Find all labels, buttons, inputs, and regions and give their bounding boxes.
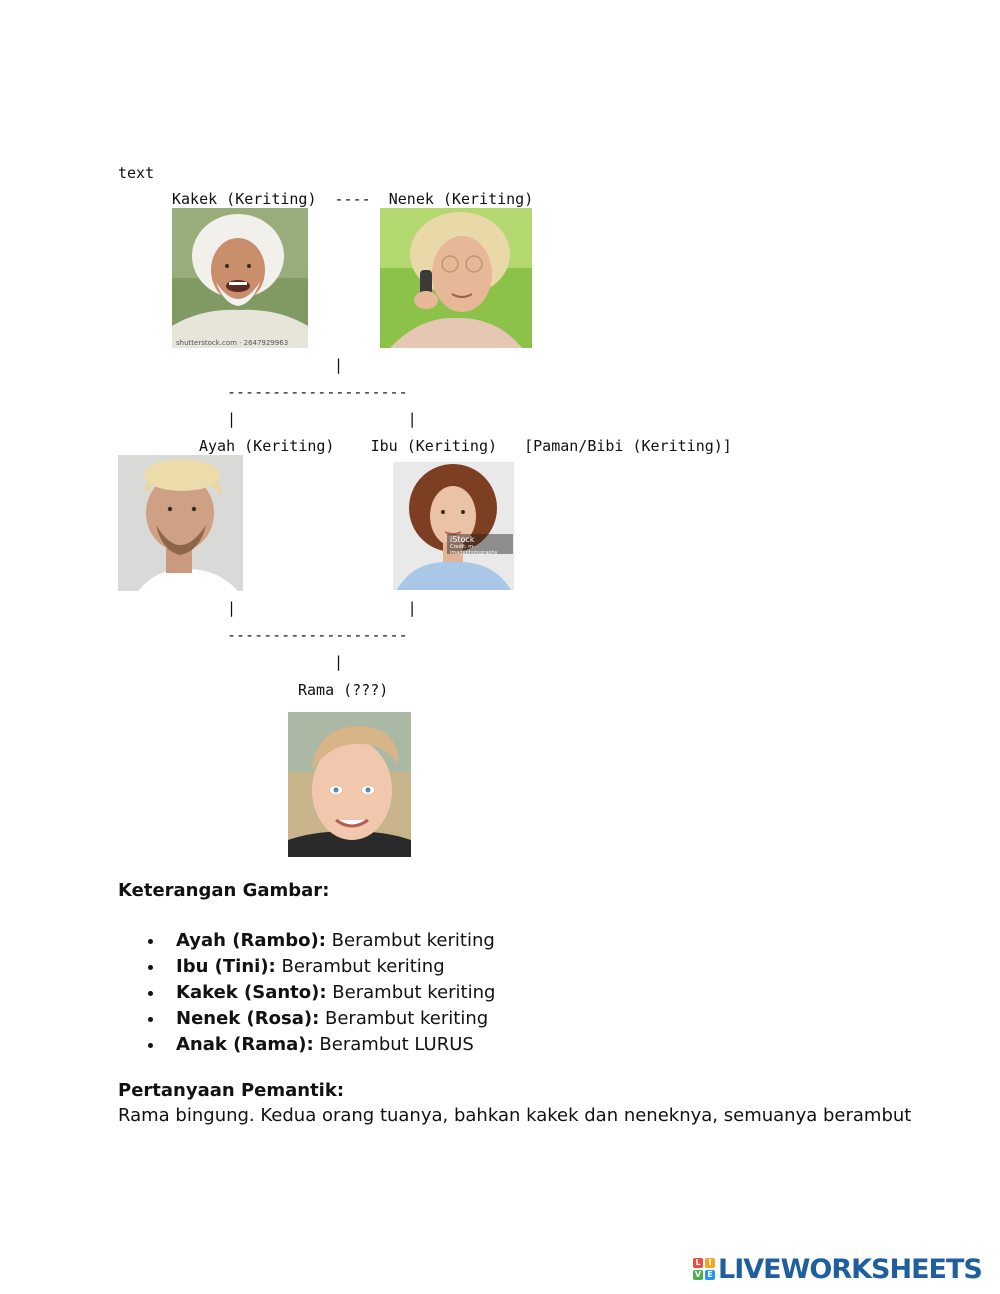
istock-watermark: iStock Credit: m-imagephotography — [447, 534, 513, 554]
grandfather-photo-credit: shutterstock.com · 2647929963 — [176, 339, 289, 347]
parents-line: Ayah (Keriting) Ibu (Keriting) [Paman/Bibi (Keriting)] — [199, 437, 732, 455]
logo-letter: E — [705, 1270, 715, 1280]
list-item — [146, 928, 495, 954]
grandmother-photo — [380, 208, 532, 348]
grandparents-line: Kakek (Keriting) ---- Nenek (Keriting) — [172, 190, 534, 208]
child-line: Rama (???) — [298, 681, 389, 699]
question-heading: Pertanyaan Pemantik: — [118, 1080, 345, 1101]
liveworksheets-logo[interactable] — [693, 1253, 982, 1285]
dash-line-bottom: -------------------- — [227, 626, 408, 644]
list-item-desc: Berambut keriting — [275, 956, 445, 977]
logo-icon — [693, 1258, 715, 1280]
list-item-name: Anak (Rama): — [176, 1034, 314, 1055]
list-item — [146, 1032, 495, 1058]
list-item — [146, 954, 495, 980]
mother-photo — [393, 462, 514, 590]
connector-top: | — [334, 356, 344, 374]
connector-child: | — [334, 653, 344, 671]
list-item-name: Ayah (Rambo): — [176, 930, 326, 951]
logo-letter: V — [694, 1270, 702, 1279]
list-item — [146, 1006, 495, 1032]
branch-pipes-bottom: | | — [227, 599, 417, 617]
code-label: text — [118, 164, 155, 182]
legend-list — [146, 928, 495, 1058]
child-photo — [288, 712, 411, 857]
dash-line-top: -------------------- — [227, 383, 408, 401]
logo-text: LIVEWORKSHEETS — [718, 1253, 982, 1285]
legend-heading: Keterangan Gambar: — [118, 880, 330, 901]
branch-pipes-top: | | — [227, 410, 417, 428]
grandfather-photo — [172, 208, 308, 348]
list-item-desc: Berambut keriting — [326, 982, 496, 1003]
list-item-desc: Berambut keriting — [319, 1008, 489, 1029]
list-item-name: Nenek (Rosa): — [176, 1008, 320, 1029]
list-item-desc: Berambut keriting — [325, 930, 495, 951]
list-item-name: Ibu (Tini): — [176, 956, 276, 977]
list-item — [146, 980, 495, 1006]
logo-letter: I — [705, 1258, 715, 1268]
logo-letter: L — [693, 1258, 703, 1268]
father-photo — [118, 455, 243, 591]
list-item-name: Kakek (Santo): — [176, 982, 327, 1003]
list-item-desc: Berambut LURUS — [313, 1034, 474, 1055]
question-text: Rama bingung. Kedua orang tuanya, bahkan kakek dan neneknya, semuanya berambut — [118, 1105, 912, 1126]
